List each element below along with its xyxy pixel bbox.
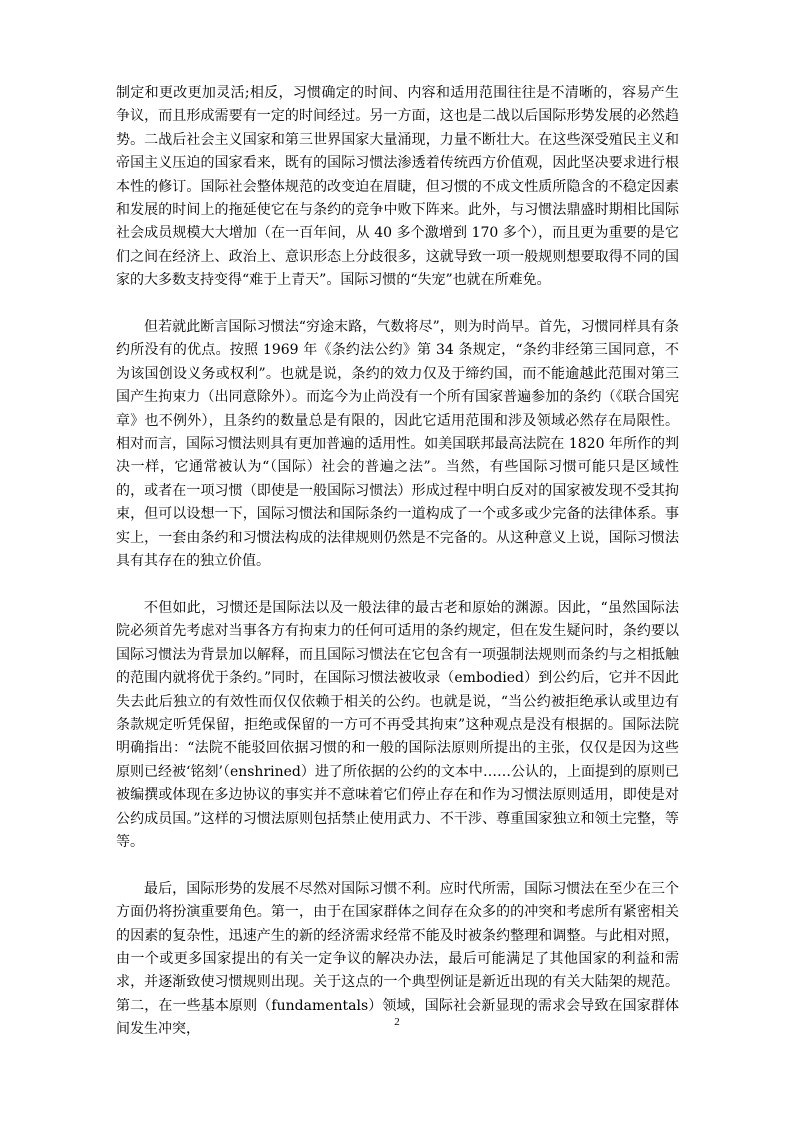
paragraph: 不但如此，习惯还是国际法以及一般法律的最古老和原始的渊源。因此，“虽然国际法院必须首先考虑对当事各方有拘束力的任何可适用的条约规定，但在发生疑问时，条约要以国际习惯法为背景加以解释，而且国际习惯法在它包含有一项强制法规则而条约与之相抵触的范围内就将优于条约。”同时，在国际习惯法被收录（embodied）到公约后，它并不因此失去此后独立的有效性而仅仅依赖于相关的公约。也就是说，“当公约被拒绝承认或里边有条款规定听凭保留，拒绝或保留的一方可不再受其拘束”这种观点是没有根据的。国际法院明确指出：“法院不能驳回依据习惯的和一般的国际法原则所提出的主张，仅仅是因为这些原则已经被‘铭刻’（enshrined）进了所依据的公约的文本中……公认的，上面提到的原则已被编撰或体现在多边协议的事实并不意味着它们停止存在和作为习惯法原则适用，即使是对公约成员国。”这样的习惯法原则包括禁止使用武力、不干涉、尊重国家独立和领土完整，等等。 <box>116 599 679 850</box>
paragraph: 但若就此断言国际习惯法“穷途末路，气数将尽”，则为时尚早。首先，习惯同样具有条约所没有的优点。按照 1969 年《条约法公约》第 34 条规定，“条约非经第三国同意，不为该国创设义务或权利”。也就是说，条约的效力仅及于缔约国，而不能逾越此范围对第三国产生拘束力（出同意除外）。而迄今为止尚没有一个所有国家普遍参加的条约（《联合国宪章》也不例外），且条约的数量总是有限的，因此它适用范围和涉及领域必然存在局限性。相对而言，国际习惯法则具有更加普遍的适用性。如美国联邦最高法院在 1820 年所作的判决一样，它通常被认为“（国际）社会的普遍之法”。当然，有些国际习惯可能只是区域性的，或者在一项习惯（即使是一般国际习惯法）形成过程中明白反对的国家被发现不受其拘束，但可以设想一下，国际习惯法和国际条约一道构成了一个或多或少完备的法律体系。事实上，一套由条约和习惯法构成的法律规则仍然是不完备的。从这种意义上说，国际习惯法具有其存在的独立价值。 <box>116 319 679 570</box>
page-number: 2 <box>394 1016 400 1028</box>
paragraph: 制定和更改更加灵活;相反，习惯确定的时间、内容和适用范围往往是不清晰的，容易产生争议，而且形成需要有一定的时间经过。另一方面，这也是二战以后国际形势发展的必然趋势。二战后社会主义国家和第三世界国家大量涌现，力量不断壮大。在这些深受殖民主义和帝国主义压迫的国家看来，既有的国际习惯法渗透着传统西方价值观，因此坚决要求进行根本性的修订。国际社会整体规范的改变迫在眉睫，但习惯的不成文性质所隐含的不稳定因素和发展的时间上的拖延使它在与条约的竞争中败下阵来。此外，与习惯法鼎盛时期相比国际社会成员规模大大增加（在一百年间，从 40 多个激增到 170 多个），而且更为重要的是它们之间在经济上、政治上、意识形态上分歧很多，这就导致一项一般规则想要取得不同的国家的大多数支持变得“难于上青天”。国际习惯的“失宠”也就在所难免。 <box>116 85 679 289</box>
paragraph-gap <box>116 854 679 877</box>
paragraph-gap <box>116 574 679 597</box>
paragraph-gap <box>116 293 679 316</box>
document-body <box>116 82 679 1042</box>
paragraph: 最后，国际形势的发展不尽然对国际习惯不利。应时代所需，国际习惯法在至少在三个方面仍将扮演重要角色。第一，由于在国家群体之间存在众多的的冲突和考虑所有紧密相关的因素的复杂性，迅速产生的新的经济需求经常不能及时被条约整理和调整。与此相对照，由一个或更多国家提出的有关一定争议的解决办法，最后可能满足了其他国家的利益和需求，并逐渐致使习惯规则出现。关于这点的一个典型例证是新近出现的有关大陆架的规范。第二，在一些基本原则（fundamentals）领域，国际社会新显现的需求会导致在国家群体间发生冲突， <box>116 880 679 1038</box>
